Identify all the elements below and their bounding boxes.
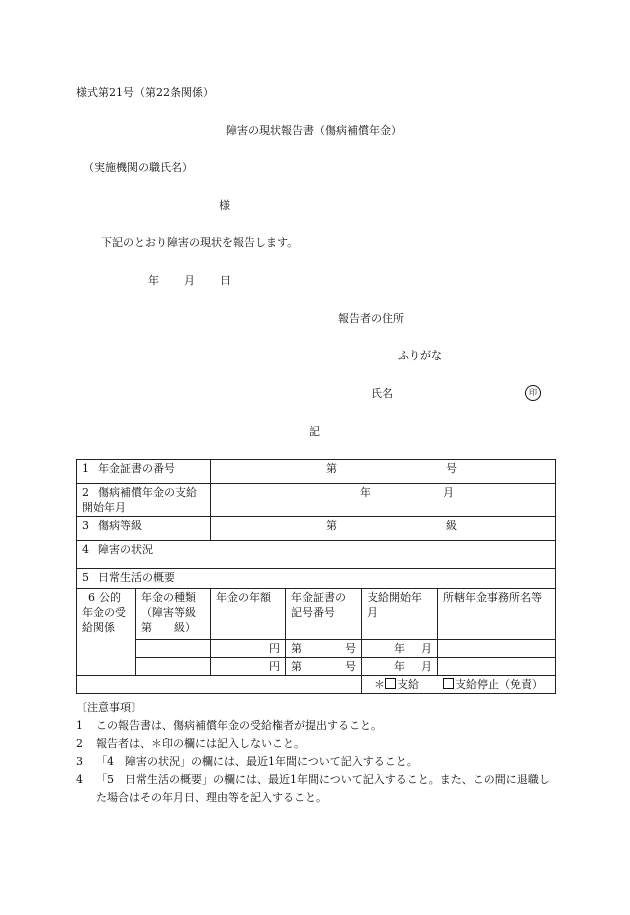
notes-section — [76, 699, 556, 807]
start-date-field[interactable] — [211, 484, 556, 517]
table-row — [77, 658, 556, 676]
report-table — [76, 459, 556, 694]
table-row — [77, 640, 556, 658]
year-label: 年 — [394, 642, 405, 655]
public-pension-label-cell — [77, 589, 136, 676]
row-number: 2 — [82, 486, 89, 499]
yen-label: 円 — [269, 660, 280, 673]
furigana-label: ふりがな — [398, 349, 442, 362]
note-number: 4 — [76, 773, 83, 786]
reporter-address-label: 報告者の住所 — [338, 312, 404, 325]
pension-office-field[interactable] — [438, 658, 556, 676]
recipient-org: （実施機関の職氏名） — [83, 161, 193, 174]
pension-cert-label-cell — [77, 460, 211, 484]
kyu-label: 級 — [446, 519, 457, 532]
payment-label: 支給 — [397, 678, 419, 691]
dai-label: 第 — [291, 660, 302, 673]
go-label: 号 — [345, 660, 356, 673]
col-header-office: 所轄年金事務所名等 — [438, 589, 556, 640]
note-number: 2 — [76, 737, 83, 750]
note-text: 「4 障害の状況」の欄には、最近1年間について記入すること。 — [96, 755, 418, 768]
year-label: 年 — [360, 486, 371, 499]
col-header-type: 年金の種類（障害等級第 級） — [136, 589, 211, 640]
pension-amount-field[interactable] — [211, 640, 286, 658]
notes-title: 〔注意事項〕 — [76, 701, 142, 714]
suspend-checkbox[interactable] — [443, 678, 454, 689]
seal-mark: 印 — [525, 385, 541, 401]
table-row — [77, 676, 556, 694]
public-pension-label: 公的年金の受給関係 — [82, 591, 126, 634]
date-month: 月 — [184, 274, 195, 287]
injury-grade-label-cell — [77, 517, 211, 541]
start-date-label: 傷病補償年金の支給開始年月 — [82, 486, 197, 514]
table-row — [77, 569, 556, 589]
go-label: 号 — [345, 642, 356, 655]
pension-start-field[interactable] — [362, 640, 438, 658]
disability-status-label: 障害の状況 — [98, 543, 153, 556]
daily-life-field[interactable] — [77, 569, 556, 589]
pension-cert-field[interactable] — [286, 640, 362, 658]
dai-label: 第 — [326, 462, 337, 475]
form-number: 様式第21号（第22条関係） — [76, 86, 214, 99]
table-row — [77, 541, 556, 569]
yen-label: 円 — [269, 642, 280, 655]
note-text: 「5 日常生活の概要」の欄には、最近1年間について記入すること。また、この間に退職した場合はその年月日、理由等を記入すること。 — [96, 773, 550, 804]
document-title: 障害の現状報告書（傷病補償年金） — [226, 124, 402, 137]
dai-label: 第 — [326, 519, 337, 532]
month-label: 月 — [421, 660, 432, 673]
dai-label: 第 — [291, 642, 302, 655]
injury-grade-label: 傷病等級 — [98, 519, 142, 532]
col-header-cert: 年金証書の記号番号 — [286, 589, 362, 640]
table-row — [77, 484, 556, 517]
name-label: 氏名 — [371, 387, 393, 400]
pension-type-field[interactable] — [136, 640, 211, 658]
note-item — [76, 753, 556, 771]
injury-grade-field[interactable] — [211, 517, 556, 541]
go-label: 号 — [446, 462, 457, 475]
note-item — [76, 771, 556, 807]
row-number: 6 — [88, 591, 95, 604]
table-row — [77, 517, 556, 541]
payment-status-cell — [362, 676, 556, 694]
row-number: 5 — [82, 571, 89, 584]
note-number: 1 — [76, 719, 83, 732]
record-heading: 記 — [309, 425, 320, 438]
pension-cert-label: 年金証書の番号 — [98, 462, 175, 475]
honorific: 様 — [219, 199, 230, 212]
date-year: 年 — [148, 274, 159, 287]
row-number: 1 — [82, 462, 89, 475]
year-label: 年 — [394, 660, 405, 673]
note-text: 報告者は、＊印の欄には記入しないこと。 — [96, 737, 305, 750]
col-header-amount: 年金の年額 — [211, 589, 286, 640]
row-number: 4 — [82, 543, 89, 556]
month-label: 月 — [443, 486, 454, 499]
table-row — [77, 589, 556, 640]
suspend-label: 支給停止（免責） — [455, 678, 543, 691]
pension-cert-field[interactable] — [286, 658, 362, 676]
pension-cert-number-field[interactable] — [211, 460, 556, 484]
note-text: この報告書は、傷病補償年金の受給権者が提出すること。 — [96, 719, 382, 732]
date-day: 日 — [220, 274, 231, 287]
payment-checkbox[interactable] — [385, 678, 396, 689]
note-number: 3 — [76, 755, 83, 768]
note-item — [76, 717, 556, 735]
table-row — [77, 460, 556, 484]
pension-office-field[interactable] — [438, 640, 556, 658]
pension-start-field[interactable] — [362, 658, 438, 676]
pension-amount-field[interactable] — [211, 658, 286, 676]
blank-cell — [77, 676, 362, 694]
intro-text: 下記のとおり障害の現状を報告します。 — [101, 236, 299, 249]
col-header-start: 支給開始年月 — [362, 589, 438, 640]
row-number: 3 — [82, 519, 89, 532]
disability-status-field[interactable] — [77, 541, 556, 569]
asterisk-mark: ＊ — [374, 678, 385, 691]
daily-life-label: 日常生活の概要 — [98, 571, 175, 584]
start-date-label-cell — [77, 484, 211, 517]
note-item — [76, 735, 556, 753]
month-label: 月 — [421, 642, 432, 655]
pension-type-field[interactable] — [136, 658, 211, 676]
